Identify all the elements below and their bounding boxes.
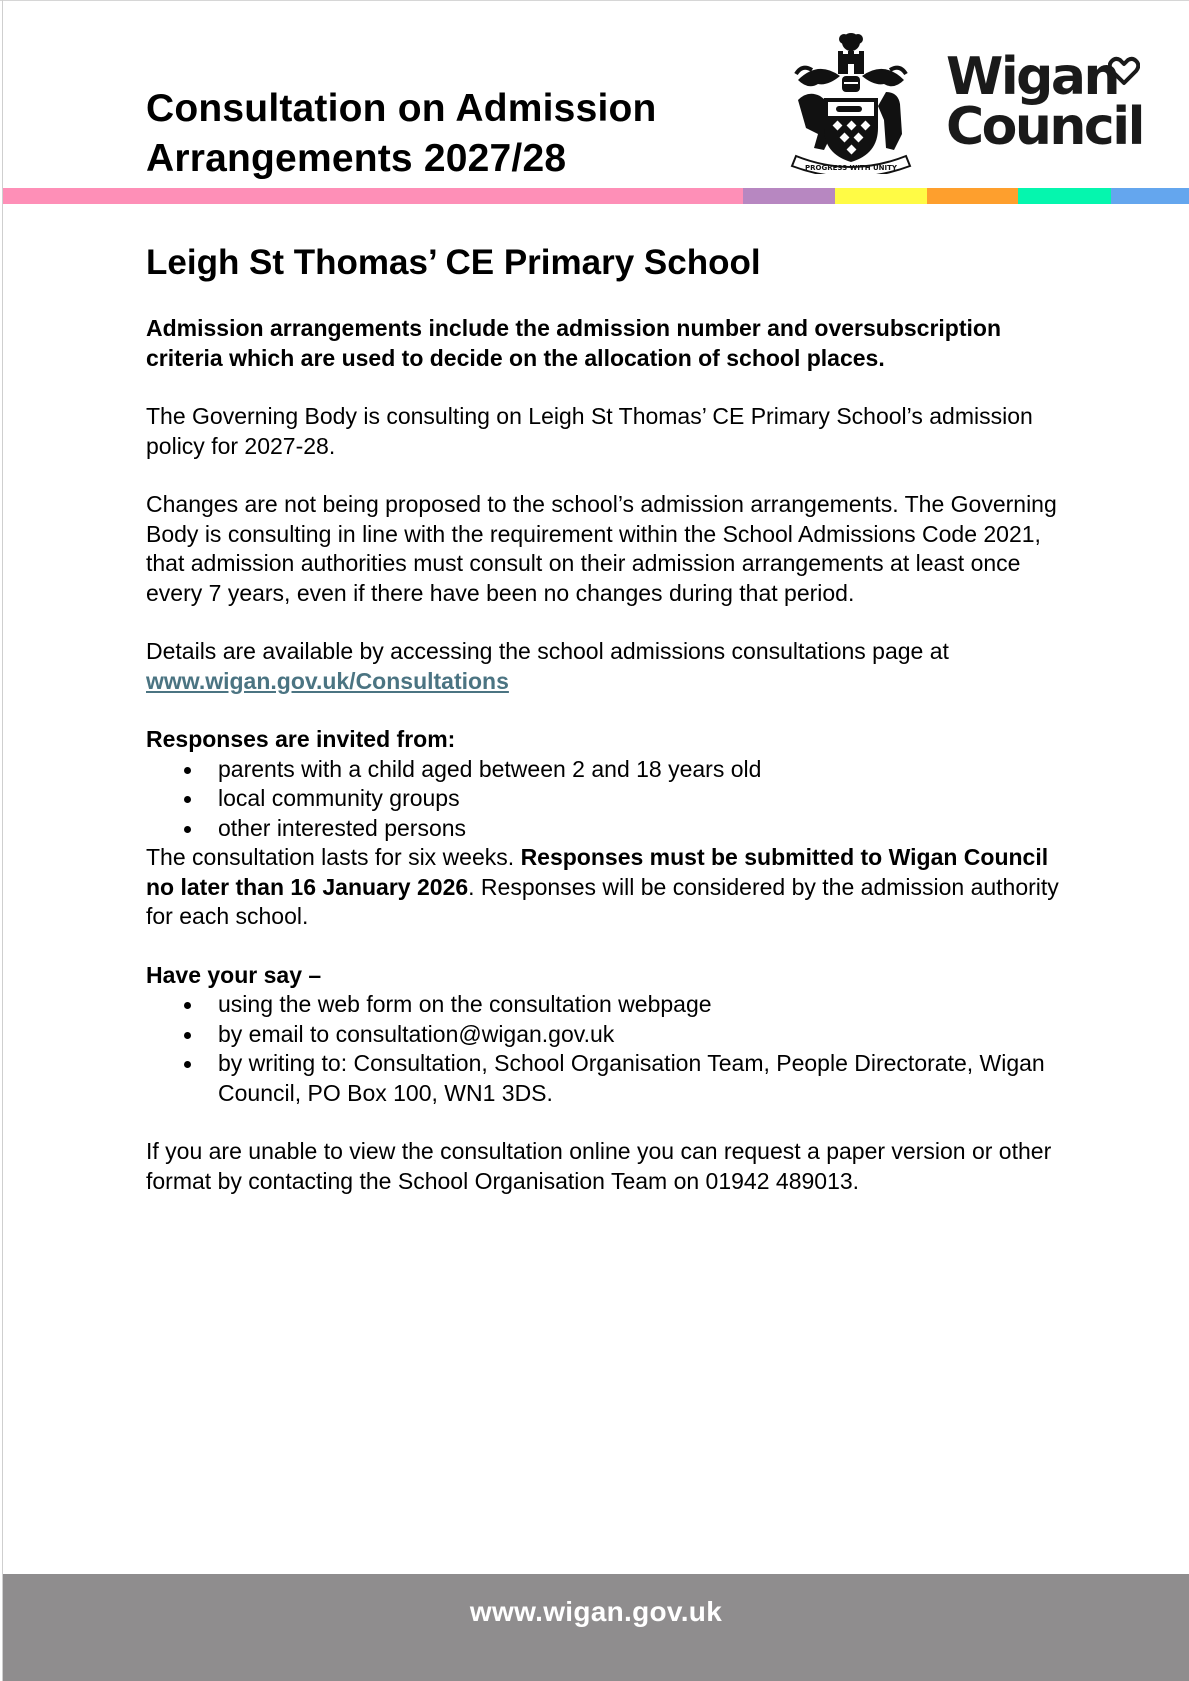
svg-text:PROGRESS WITH UNITY: PROGRESS WITH UNITY: [805, 164, 897, 172]
responses-heading: Responses are invited from:: [146, 726, 456, 752]
title-line-1: Consultation on Admission: [146, 87, 657, 131]
spacer: [146, 1108, 1066, 1137]
bullet-icon: [184, 826, 191, 833]
intro-paragraph: Admission arrangements include the admission number and oversubscription criteria which are used to decide on the allocation of school places.: [146, 315, 1002, 371]
band-segment-green: [1018, 188, 1111, 204]
list-item: using the web form on the consultation webpage: [146, 990, 1066, 1020]
document-body: [146, 240, 1066, 1196]
deadline-tail: . Responses will be considered by the admission authority for each school.: [146, 873, 1059, 929]
document-footer: [3, 1574, 1189, 1681]
band-segment-orange: [927, 188, 1018, 204]
responses-list: [146, 755, 1066, 844]
wordmark-line-1: Wigan: [946, 47, 1119, 107]
page-border-top: [0, 0, 1189, 1]
page-border-left: [2, 0, 3, 1681]
list-item: by writing to: Consultation, School Organisation Team, People Directorate, Wigan Council, PO Box 100, WN1 3DS.: [146, 1049, 1066, 1108]
coat-of-arms-crest-icon: [788, 30, 914, 174]
deadline-paragraph: [146, 843, 1066, 932]
list-item: parents with a child aged between 2 and 18 years old: [146, 755, 1066, 785]
list-item: local community groups: [146, 784, 1066, 814]
bullet-icon: [184, 1061, 191, 1068]
changes-paragraph: Changes are not being proposed to the school’s admission arrangements. The Governing Body is consulting in line with the requirement within the School Admissions Code 2021, that admission authorities must consult on their admission arrangements at least once every 7 years, even if there have been no changes during that period.: [146, 491, 1057, 606]
heart-outline-icon: [1108, 56, 1140, 86]
consultations-link[interactable]: www.wigan.gov.uk/Consultations: [146, 667, 509, 694]
list-item: by email to consultation@wigan.gov.uk: [146, 1020, 1066, 1050]
have-your-say-list: [146, 990, 1066, 1108]
bullet-icon: [184, 796, 191, 803]
consulting-paragraph: The Governing Body is consulting on Leigh St Thomas’ CE Primary School’s admission policy for 2027-28.: [146, 403, 1033, 459]
wordmark-line-2: Council: [946, 97, 1143, 157]
band-segment-purple: [743, 188, 835, 204]
band-segment-pink: [3, 188, 743, 204]
band-segment-yellow: [835, 188, 927, 204]
band-segment-blue: [1111, 188, 1189, 204]
title-line-2: Arrangements 2027/28: [146, 137, 567, 181]
footer-website-url: www.wigan.gov.uk: [469, 1596, 723, 1627]
have-your-say-heading: Have your say –: [146, 961, 322, 988]
list-item: other interested persons: [146, 814, 1066, 844]
details-text: Details are available by accessing the school admissions consultations page at: [146, 638, 949, 664]
bullet-icon: [184, 1032, 191, 1039]
details-paragraph: [146, 637, 1066, 696]
deadline-lead: The consultation lasts for six weeks.: [146, 844, 521, 870]
bullet-icon: [184, 1002, 191, 1009]
school-name-heading: Leigh St Thomas’ CE Primary School: [146, 243, 761, 282]
paper-version-paragraph: If you are unable to view the consultation online you can request a paper version or other format by contacting the School Organisation Team on 01942 489013.: [146, 1138, 1052, 1194]
deadline-date: Responses must be submitted to Wigan Council no later than 16 January 2026: [146, 844, 1049, 900]
brand-color-band: [3, 188, 1189, 204]
document-title: [146, 84, 766, 184]
bullet-icon: [184, 767, 191, 774]
